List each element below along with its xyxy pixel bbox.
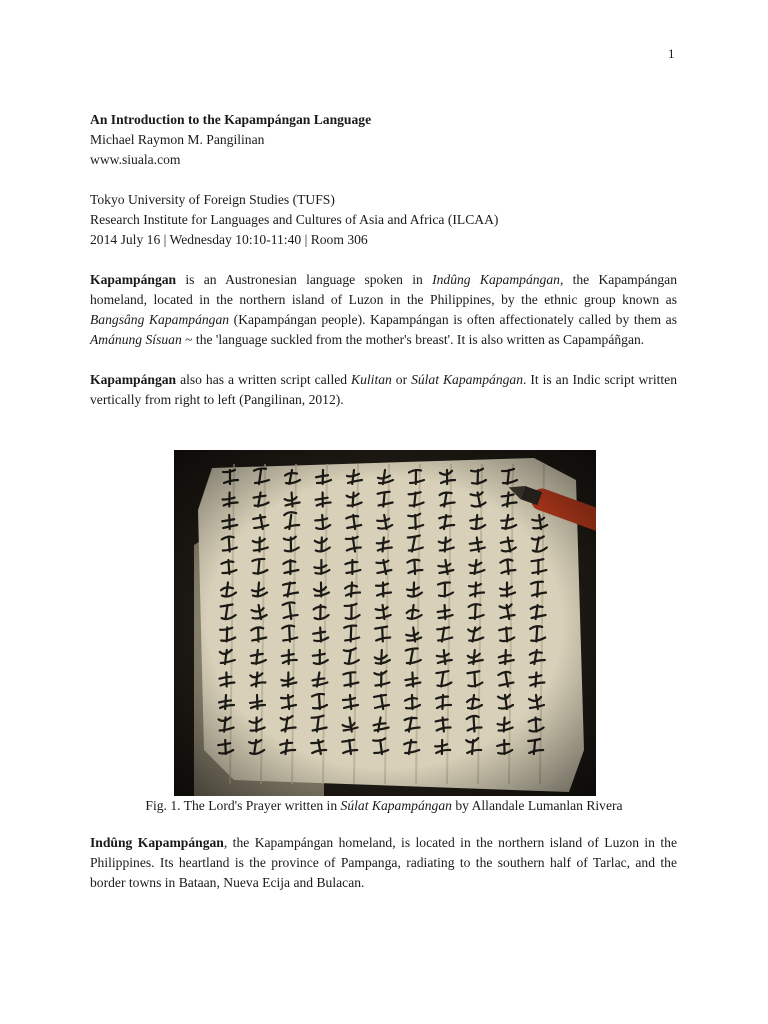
paragraph-text: (Kapampángan people). Kapampángan is often affectionately called by them as [229,312,677,327]
paragraph-text: , the Kapampángan homeland, located in the northern island of Luzon in the Philippines, by the ethnic group known as [90,272,678,307]
term-bangsang: Bangsâng Kapampángan [90,312,230,327]
paragraph-homeland [90,833,677,893]
paragraph-text: is an Austronesian language spoken in [176,272,433,287]
website-link[interactable]: www.siuala.com [90,152,181,167]
paragraph-intro [90,270,677,350]
document-body [90,110,677,430]
paragraph-text: , the Kapampángan homeland, is located in the northern island of Luzon in the Philippines. Its heartland is the province of Pampanga, radiating to the southern half of Tarlac, and the border towns in Bataan, Nueva Ecija and Bulacan. [90,835,677,890]
paragraph-text: . It is an Indic script written vertically from right to left (Pangilinan, 2012). [90,372,677,407]
paragraph-script [90,370,677,410]
institute-name: Research Institute for Languages and Cultures of Asia and Africa (ILCAA) [90,212,499,227]
manuscript-image [174,450,596,796]
document-title: An Introduction to the Kapampángan Language [90,112,372,127]
caption-italic: Súlat Kapampángan [340,798,452,813]
session-info: 2014 July 16 | Wednesday 10:10-11:40 | Room 306 [90,232,368,247]
paragraph-text: or [391,372,412,387]
term-kapampangan: Kapampángan [90,372,177,387]
caption-prefix: Fig. 1. The Lord's Prayer written in [145,798,341,813]
caption-suffix: by Allandale Lumanlan Rivera [451,798,623,813]
term-kapampangan: Kapampángan [90,272,177,287]
affiliation-block [90,190,677,250]
paragraph-text: also has a written script called [176,372,352,387]
page-number: 1 [668,46,675,61]
term-kulitan: Kulitan [351,372,392,387]
figure-caption [0,796,768,816]
university-name: Tokyo University of Foreign Studies (TUFS) [90,192,335,207]
term-sulat: Súlat Kapampángan [411,372,524,387]
term-indung: Indûng Kapampángan [90,835,224,850]
term-indung: Indûng Kapampángan [432,272,560,287]
paragraph-text: ~ the 'language suckled from the mother's breast'. It is also written as Capampáñgan. [181,332,645,347]
header-block [90,110,677,170]
author-name: Michael Raymon M. Pangilinan [90,132,265,147]
kulitan-manuscript-photo [174,450,596,796]
term-amanung: Amánung Sísuan [90,332,182,347]
